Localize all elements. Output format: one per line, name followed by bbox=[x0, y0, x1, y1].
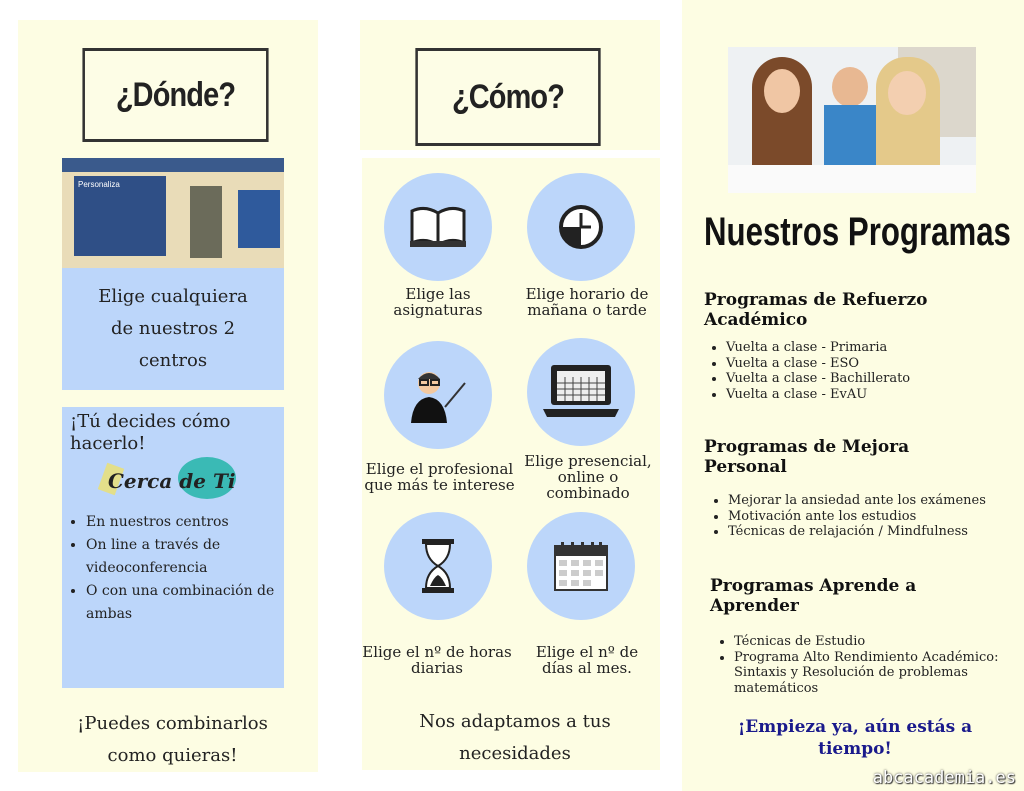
caption-profesional: Elige el profesional que más te interese bbox=[364, 460, 515, 494]
list-item: • Motivación ante los estudios bbox=[728, 509, 1014, 525]
modes-list bbox=[70, 511, 276, 626]
section-heading: Programas de Mejora Personal bbox=[704, 437, 910, 477]
list-item: • O con una combinación de ambas bbox=[86, 580, 276, 626]
footer-donde: ¡Puedes combinarlos como quieras! bbox=[77, 713, 268, 766]
list-item: • Vuelta a clase - ESO bbox=[726, 356, 1004, 372]
section-refuerzo bbox=[704, 290, 1004, 402]
hourglass-icon bbox=[384, 512, 492, 620]
section-heading: Programas de Refuerzo Académico bbox=[704, 290, 928, 330]
caption-horas: Elige el nº de horas diarias bbox=[362, 643, 512, 677]
cta-text: ¡Empieza ya, aún estás a tiempo! bbox=[737, 717, 973, 759]
section-aprende bbox=[710, 576, 1000, 696]
clock-icon bbox=[527, 173, 635, 281]
students-photo bbox=[728, 47, 976, 193]
photo-sign: Personaliza bbox=[74, 176, 166, 256]
section-heading: Programas Aprende a Aprender bbox=[710, 576, 917, 616]
section-mejora bbox=[704, 437, 1014, 540]
list-item: • Mejorar la ansiedad ante los exámenes bbox=[728, 493, 1014, 509]
list-item: • Programa Alto Rendimiento Académico: Sintaxis y Resolución de problemas matemáticos bbox=[734, 650, 1000, 697]
center-photo bbox=[62, 158, 284, 268]
caption-horario: Elige horario de mañana o tarde bbox=[525, 285, 649, 319]
watermark: abcacademia.es bbox=[872, 768, 1016, 788]
list-item: • Vuelta a clase - Primaria bbox=[726, 340, 1004, 356]
caption-asignaturas: Elige las asignaturas bbox=[393, 285, 483, 319]
laptop-icon bbox=[527, 338, 635, 446]
list-item: • Vuelta a clase - EvAU bbox=[726, 387, 1004, 403]
list-item: • Vuelta a clase - Bachillerato bbox=[726, 371, 1004, 387]
list-item: • Técnicas de relajación / Mindfulness bbox=[728, 524, 1014, 540]
calendar-icon bbox=[527, 512, 635, 620]
cerca-de-ti-logo: Cerca de Ti bbox=[108, 469, 276, 493]
centers-text: Elige cualquiera de nuestros 2 centros bbox=[98, 286, 248, 371]
modes-heading: ¡Tú decides cómo hacerlo! bbox=[70, 411, 231, 454]
list-item: • On line a través de videoconferencia bbox=[86, 534, 276, 580]
programas-title: Nuestros Programas bbox=[704, 210, 1011, 254]
list-item: • Técnicas de Estudio bbox=[734, 634, 1000, 650]
footer-como: Nos adaptamos a tus necesidades bbox=[419, 711, 611, 764]
modes-box bbox=[62, 407, 284, 688]
title-como: ¿Cómo? bbox=[415, 48, 600, 146]
caption-modalidad: Elige presencial, online o combinado bbox=[524, 452, 652, 502]
caption-dias: Elige el nº de días al mes. bbox=[535, 643, 639, 677]
list-item: • En nuestros centros bbox=[86, 511, 276, 534]
title-donde: ¿Dónde? bbox=[82, 48, 268, 142]
book-icon bbox=[384, 173, 492, 281]
teacher-icon bbox=[384, 341, 492, 449]
centers-box bbox=[62, 268, 284, 390]
